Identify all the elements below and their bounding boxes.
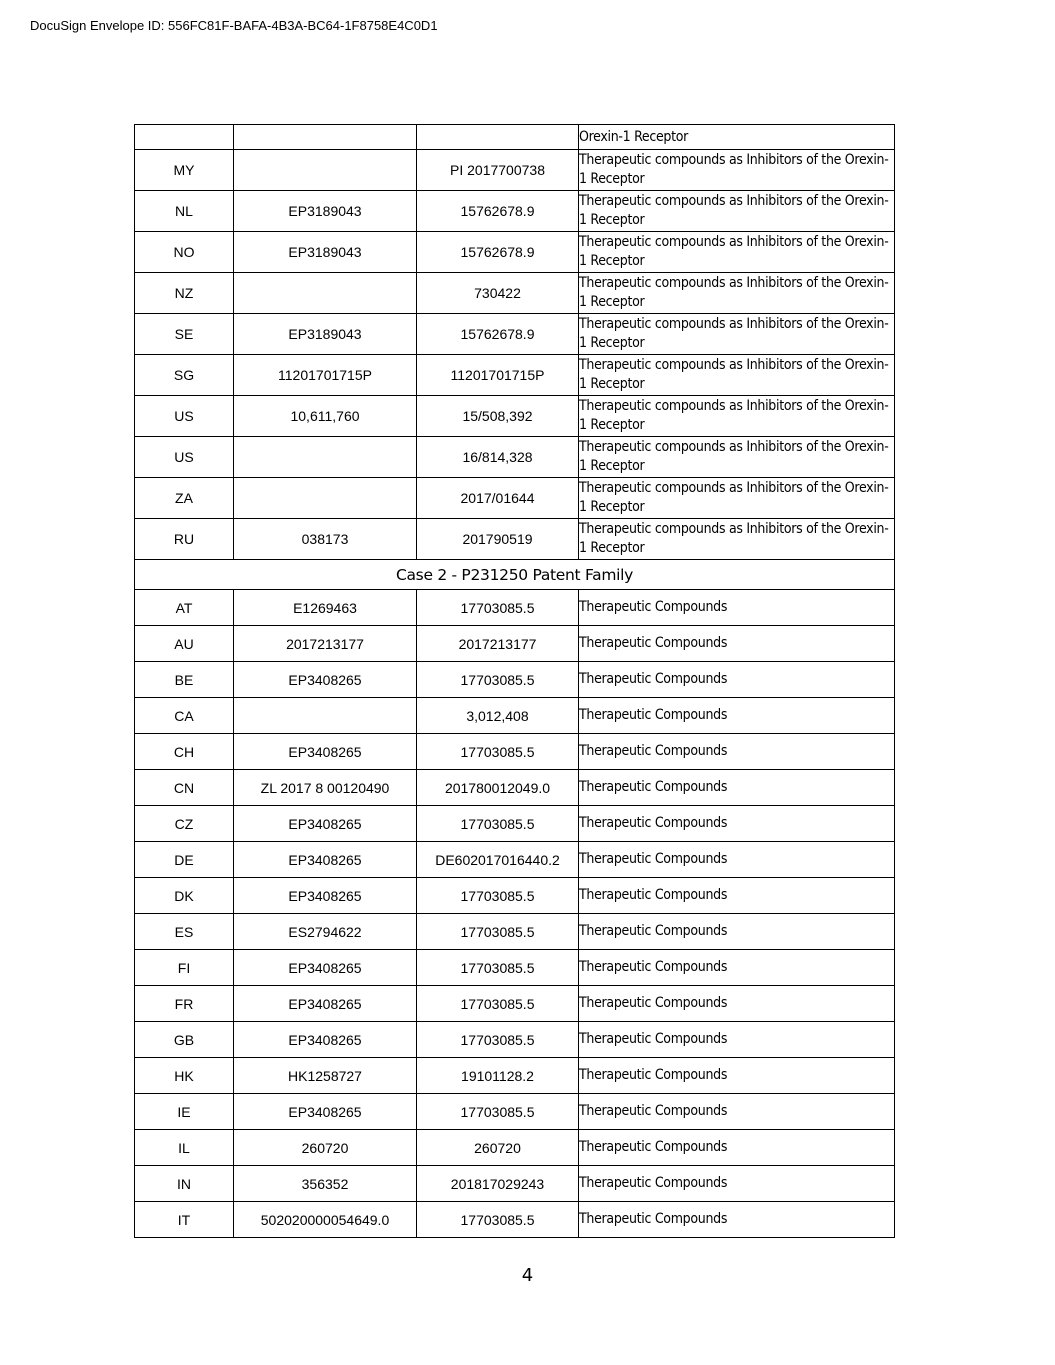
application-number-cell: 15762678.9	[417, 232, 579, 273]
application-number-cell: 17703085.5	[417, 734, 579, 770]
country-cell: IT	[135, 1202, 234, 1238]
docusign-envelope-id: DocuSign Envelope ID: 556FC81F-BAFA-4B3A-BC64-1F8758E4C0D1	[30, 18, 438, 33]
country-cell: US	[135, 437, 234, 478]
country-cell: FI	[135, 950, 234, 986]
table-row	[135, 698, 895, 734]
patent-number-cell: 260720	[234, 1130, 417, 1166]
patent-number-cell: EP3408265	[234, 1022, 417, 1058]
country-cell: DE	[135, 842, 234, 878]
table-row	[135, 396, 895, 437]
patent-number-cell	[234, 150, 417, 191]
country-cell: IE	[135, 1094, 234, 1130]
patent-number-cell: 038173	[234, 519, 417, 560]
title-cell: Orexin-1 Receptor	[579, 125, 895, 150]
application-number-cell: 17703085.5	[417, 662, 579, 698]
title-cell: Therapeutic Compounds	[579, 626, 895, 662]
application-number-cell: 19101128.2	[417, 1058, 579, 1094]
table-row	[135, 191, 895, 232]
table-row	[135, 355, 895, 396]
table-row	[135, 314, 895, 355]
application-number-cell: 730422	[417, 273, 579, 314]
table-row	[135, 734, 895, 770]
application-number-cell: 15/508,392	[417, 396, 579, 437]
table-row	[135, 1130, 895, 1166]
application-number-cell	[417, 125, 579, 150]
table-row	[135, 478, 895, 519]
patent-number-cell	[234, 437, 417, 478]
country-cell: ES	[135, 914, 234, 950]
patent-number-cell: EP3408265	[234, 1094, 417, 1130]
title-cell: Therapeutic Compounds	[579, 986, 895, 1022]
patent-number-cell: EP3408265	[234, 842, 417, 878]
table-row	[135, 950, 895, 986]
application-number-cell: 201780012049.0	[417, 770, 579, 806]
country-cell: NO	[135, 232, 234, 273]
table-row	[135, 1094, 895, 1130]
table-row	[135, 878, 895, 914]
application-number-cell: 11201701715P	[417, 355, 579, 396]
patent-number-cell: 10,611,760	[234, 396, 417, 437]
patent-number-cell: 11201701715P	[234, 355, 417, 396]
title-cell: Therapeutic Compounds	[579, 950, 895, 986]
application-number-cell: PI 2017700738	[417, 150, 579, 191]
title-cell: Therapeutic Compounds	[579, 770, 895, 806]
title-cell: Therapeutic Compounds	[579, 1130, 895, 1166]
country-cell: CA	[135, 698, 234, 734]
application-number-cell: 260720	[417, 1130, 579, 1166]
country-cell: MY	[135, 150, 234, 191]
country-cell: SE	[135, 314, 234, 355]
title-cell: Therapeutic compounds as Inhibitors of the Orexin-1 Receptor	[579, 273, 895, 314]
country-cell: IN	[135, 1166, 234, 1202]
title-cell: Therapeutic compounds as Inhibitors of the Orexin-1 Receptor	[579, 478, 895, 519]
table-row	[135, 273, 895, 314]
table-row	[135, 626, 895, 662]
title-cell: Therapeutic compounds as Inhibitors of the Orexin-1 Receptor	[579, 396, 895, 437]
patent-table	[134, 124, 895, 1238]
patent-number-cell: 356352	[234, 1166, 417, 1202]
title-cell: Therapeutic Compounds	[579, 662, 895, 698]
country-cell: RU	[135, 519, 234, 560]
country-cell: BE	[135, 662, 234, 698]
title-cell: Therapeutic Compounds	[579, 1202, 895, 1238]
page-number: 4	[521, 1265, 534, 1286]
title-cell: Therapeutic compounds as Inhibitors of the Orexin-1 Receptor	[579, 355, 895, 396]
country-cell: HK	[135, 1058, 234, 1094]
patent-number-cell: EP3408265	[234, 734, 417, 770]
title-cell: Therapeutic Compounds	[579, 878, 895, 914]
patent-number-cell: EP3408265	[234, 662, 417, 698]
patent-number-cell: 502020000054649.0	[234, 1202, 417, 1238]
patent-number-cell	[234, 125, 417, 150]
table-row	[135, 437, 895, 478]
patent-number-cell: EP3408265	[234, 878, 417, 914]
country-cell: ZA	[135, 478, 234, 519]
country-cell: FR	[135, 986, 234, 1022]
application-number-cell: 17703085.5	[417, 878, 579, 914]
country-cell: US	[135, 396, 234, 437]
table-row	[135, 770, 895, 806]
application-number-cell: 2017/01644	[417, 478, 579, 519]
title-cell: Therapeutic compounds as Inhibitors of the Orexin-1 Receptor	[579, 437, 895, 478]
application-number-cell: 3,012,408	[417, 698, 579, 734]
country-cell: NZ	[135, 273, 234, 314]
country-cell: CZ	[135, 806, 234, 842]
title-cell: Therapeutic Compounds	[579, 1022, 895, 1058]
patent-number-cell: ES2794622	[234, 914, 417, 950]
country-cell: IL	[135, 1130, 234, 1166]
patent-table-body	[135, 125, 895, 1238]
application-number-cell: 17703085.5	[417, 950, 579, 986]
country-cell: CH	[135, 734, 234, 770]
title-cell: Therapeutic Compounds	[579, 698, 895, 734]
patent-number-cell: EP3189043	[234, 314, 417, 355]
application-number-cell: 16/814,328	[417, 437, 579, 478]
table-row	[135, 1166, 895, 1202]
title-cell: Therapeutic Compounds	[579, 1058, 895, 1094]
country-cell: NL	[135, 191, 234, 232]
title-cell: Therapeutic Compounds	[579, 1094, 895, 1130]
table-row	[135, 842, 895, 878]
country-cell: CN	[135, 770, 234, 806]
table-row	[135, 519, 895, 560]
application-number-cell: 17703085.5	[417, 590, 579, 626]
section-heading-row	[135, 560, 895, 590]
patent-number-cell	[234, 273, 417, 314]
title-cell: Therapeutic Compounds	[579, 734, 895, 770]
country-cell: SG	[135, 355, 234, 396]
title-cell: Therapeutic compounds as Inhibitors of the Orexin-1 Receptor	[579, 232, 895, 273]
table-row	[135, 806, 895, 842]
patent-number-cell: EP3189043	[234, 232, 417, 273]
country-cell: DK	[135, 878, 234, 914]
application-number-cell: 201817029243	[417, 1166, 579, 1202]
application-number-cell: 201790519	[417, 519, 579, 560]
application-number-cell: 17703085.5	[417, 1022, 579, 1058]
table-row	[135, 1022, 895, 1058]
table-row	[135, 914, 895, 950]
patent-number-cell: EP3408265	[234, 950, 417, 986]
title-cell: Therapeutic compounds as Inhibitors of the Orexin-1 Receptor	[579, 191, 895, 232]
country-cell: AU	[135, 626, 234, 662]
table-row	[135, 125, 895, 150]
table-row	[135, 662, 895, 698]
country-cell: AT	[135, 590, 234, 626]
application-number-cell: 2017213177	[417, 626, 579, 662]
application-number-cell: 17703085.5	[417, 914, 579, 950]
country-cell: GB	[135, 1022, 234, 1058]
application-number-cell: 17703085.5	[417, 986, 579, 1022]
patent-number-cell	[234, 478, 417, 519]
application-number-cell: 17703085.5	[417, 806, 579, 842]
title-cell: Therapeutic Compounds	[579, 842, 895, 878]
title-cell: Therapeutic compounds as Inhibitors of the Orexin-1 Receptor	[579, 314, 895, 355]
patent-number-cell	[234, 698, 417, 734]
table-row	[135, 232, 895, 273]
title-cell: Therapeutic Compounds	[579, 590, 895, 626]
patent-number-cell: EP3189043	[234, 191, 417, 232]
case-2-heading: Case 2 - P231250 Patent Family	[135, 560, 895, 590]
title-cell: Therapeutic Compounds	[579, 914, 895, 950]
application-number-cell: 15762678.9	[417, 191, 579, 232]
application-number-cell: 17703085.5	[417, 1202, 579, 1238]
table-row	[135, 986, 895, 1022]
patent-number-cell: ZL 2017 8 00120490	[234, 770, 417, 806]
patent-number-cell: HK1258727	[234, 1058, 417, 1094]
title-cell: Therapeutic compounds as Inhibitors of the Orexin-1 Receptor	[579, 519, 895, 560]
patent-number-cell: E1269463	[234, 590, 417, 626]
table-row	[135, 1058, 895, 1094]
table-row	[135, 590, 895, 626]
country-cell	[135, 125, 234, 150]
table-row	[135, 150, 895, 191]
table-row	[135, 1202, 895, 1238]
application-number-cell: 15762678.9	[417, 314, 579, 355]
title-cell: Therapeutic Compounds	[579, 806, 895, 842]
title-cell: Therapeutic compounds as Inhibitors of the Orexin-1 Receptor	[579, 150, 895, 191]
patent-number-cell: EP3408265	[234, 806, 417, 842]
patent-number-cell: 2017213177	[234, 626, 417, 662]
application-number-cell: 17703085.5	[417, 1094, 579, 1130]
patent-number-cell: EP3408265	[234, 986, 417, 1022]
application-number-cell: DE602017016440.2	[417, 842, 579, 878]
title-cell: Therapeutic Compounds	[579, 1166, 895, 1202]
